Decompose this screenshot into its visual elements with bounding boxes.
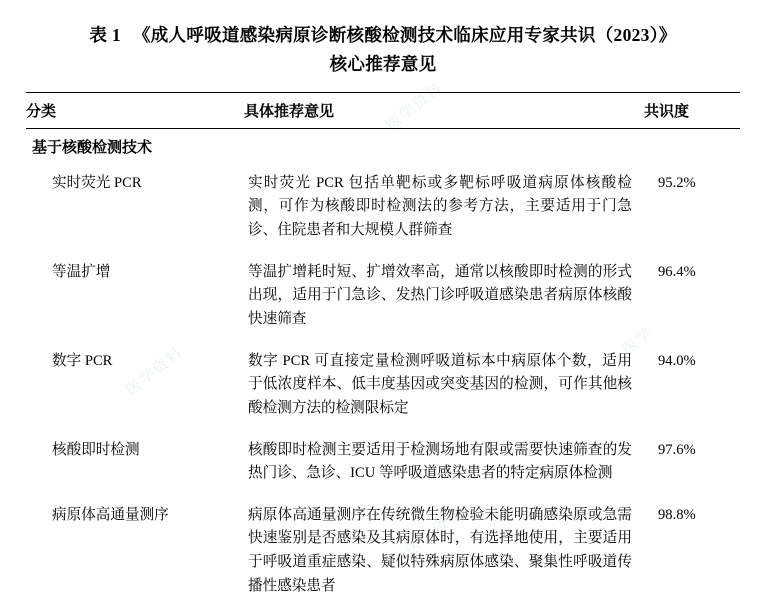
row-recommendation: 病原体高通量测序在传统微生物检验未能明确感染原或急需快速鉴别是否感染及其病原体时，有选择地使用，主要适用于呼吸道重症感染、疑似特殊病原体感染、聚集性呼吸道传播性感染患者 [244,495,644,604]
column-header-consensus: 共识度 [644,92,740,128]
watermark-text: 医学资料 [121,341,188,399]
row-consensus: 96.4% [644,252,740,341]
row-category: 数字 PCR [26,341,244,430]
table-number-label: 表 1 [89,25,121,45]
section-title: 基于核酸检测技术 [26,128,740,163]
table-caption [24,22,742,82]
table-section-row [26,128,740,163]
caption-line-one [24,22,742,48]
table-row [26,495,740,604]
row-category: 病原体高通量测序 [26,495,244,604]
row-category: 等温扩增 [26,252,244,341]
row-recommendation: 等温扩增耗时短、扩增效率高，通常以核酸即时检测的形式出现，适用于门急诊、发热门诊呼吸道感染患者病原体核酸快速筛查 [244,252,644,341]
table-title-text: 《成人呼吸道感染病原诊断核酸检测技术临床应用专家共识（2023）》 [133,25,677,45]
table-row [26,341,740,430]
row-recommendation: 数字 PCR 可直接定量检测呼吸道标本中病原体个数，适用于低浓度样本、低丰度基因或突变基因的检测，可作其他核酸检测方法的检测限标定 [244,341,644,430]
row-consensus: 94.0% [644,341,740,430]
watermark-text: 医学 [617,322,657,359]
caption-line-two: 核心推荐意见 [24,48,742,81]
table-body [26,128,740,604]
table-row [26,163,740,252]
row-category: 实时荧光 PCR [26,163,244,252]
row-consensus: 98.8% [644,495,740,604]
table-row [26,252,740,341]
watermark-text: 医学资料 [381,76,448,134]
column-header-recommendation: 具体推荐意见 [244,92,644,128]
column-header-category: 分类 [26,92,244,128]
row-consensus: 95.2% [644,163,740,252]
recommendations-table [26,92,740,604]
row-category: 核酸即时检测 [26,430,244,495]
row-consensus: 97.6% [644,430,740,495]
table-row [26,430,740,495]
table-header [26,92,740,128]
table-header-row [26,92,740,128]
row-recommendation: 核酸即时检测主要适用于检测场地有限或需要快速筛查的发热门诊、急诊、ICU 等呼吸道感染患者的特定病原体检测 [244,430,644,495]
row-recommendation: 实时荧光 PCR 包括单靶标或多靶标呼吸道病原体核酸检测，可作为核酸即时检测法的参考方法，主要适用于门急诊、住院患者和大规模人群筛查 [244,163,644,252]
watermark-text: 医学资料 [401,501,468,559]
